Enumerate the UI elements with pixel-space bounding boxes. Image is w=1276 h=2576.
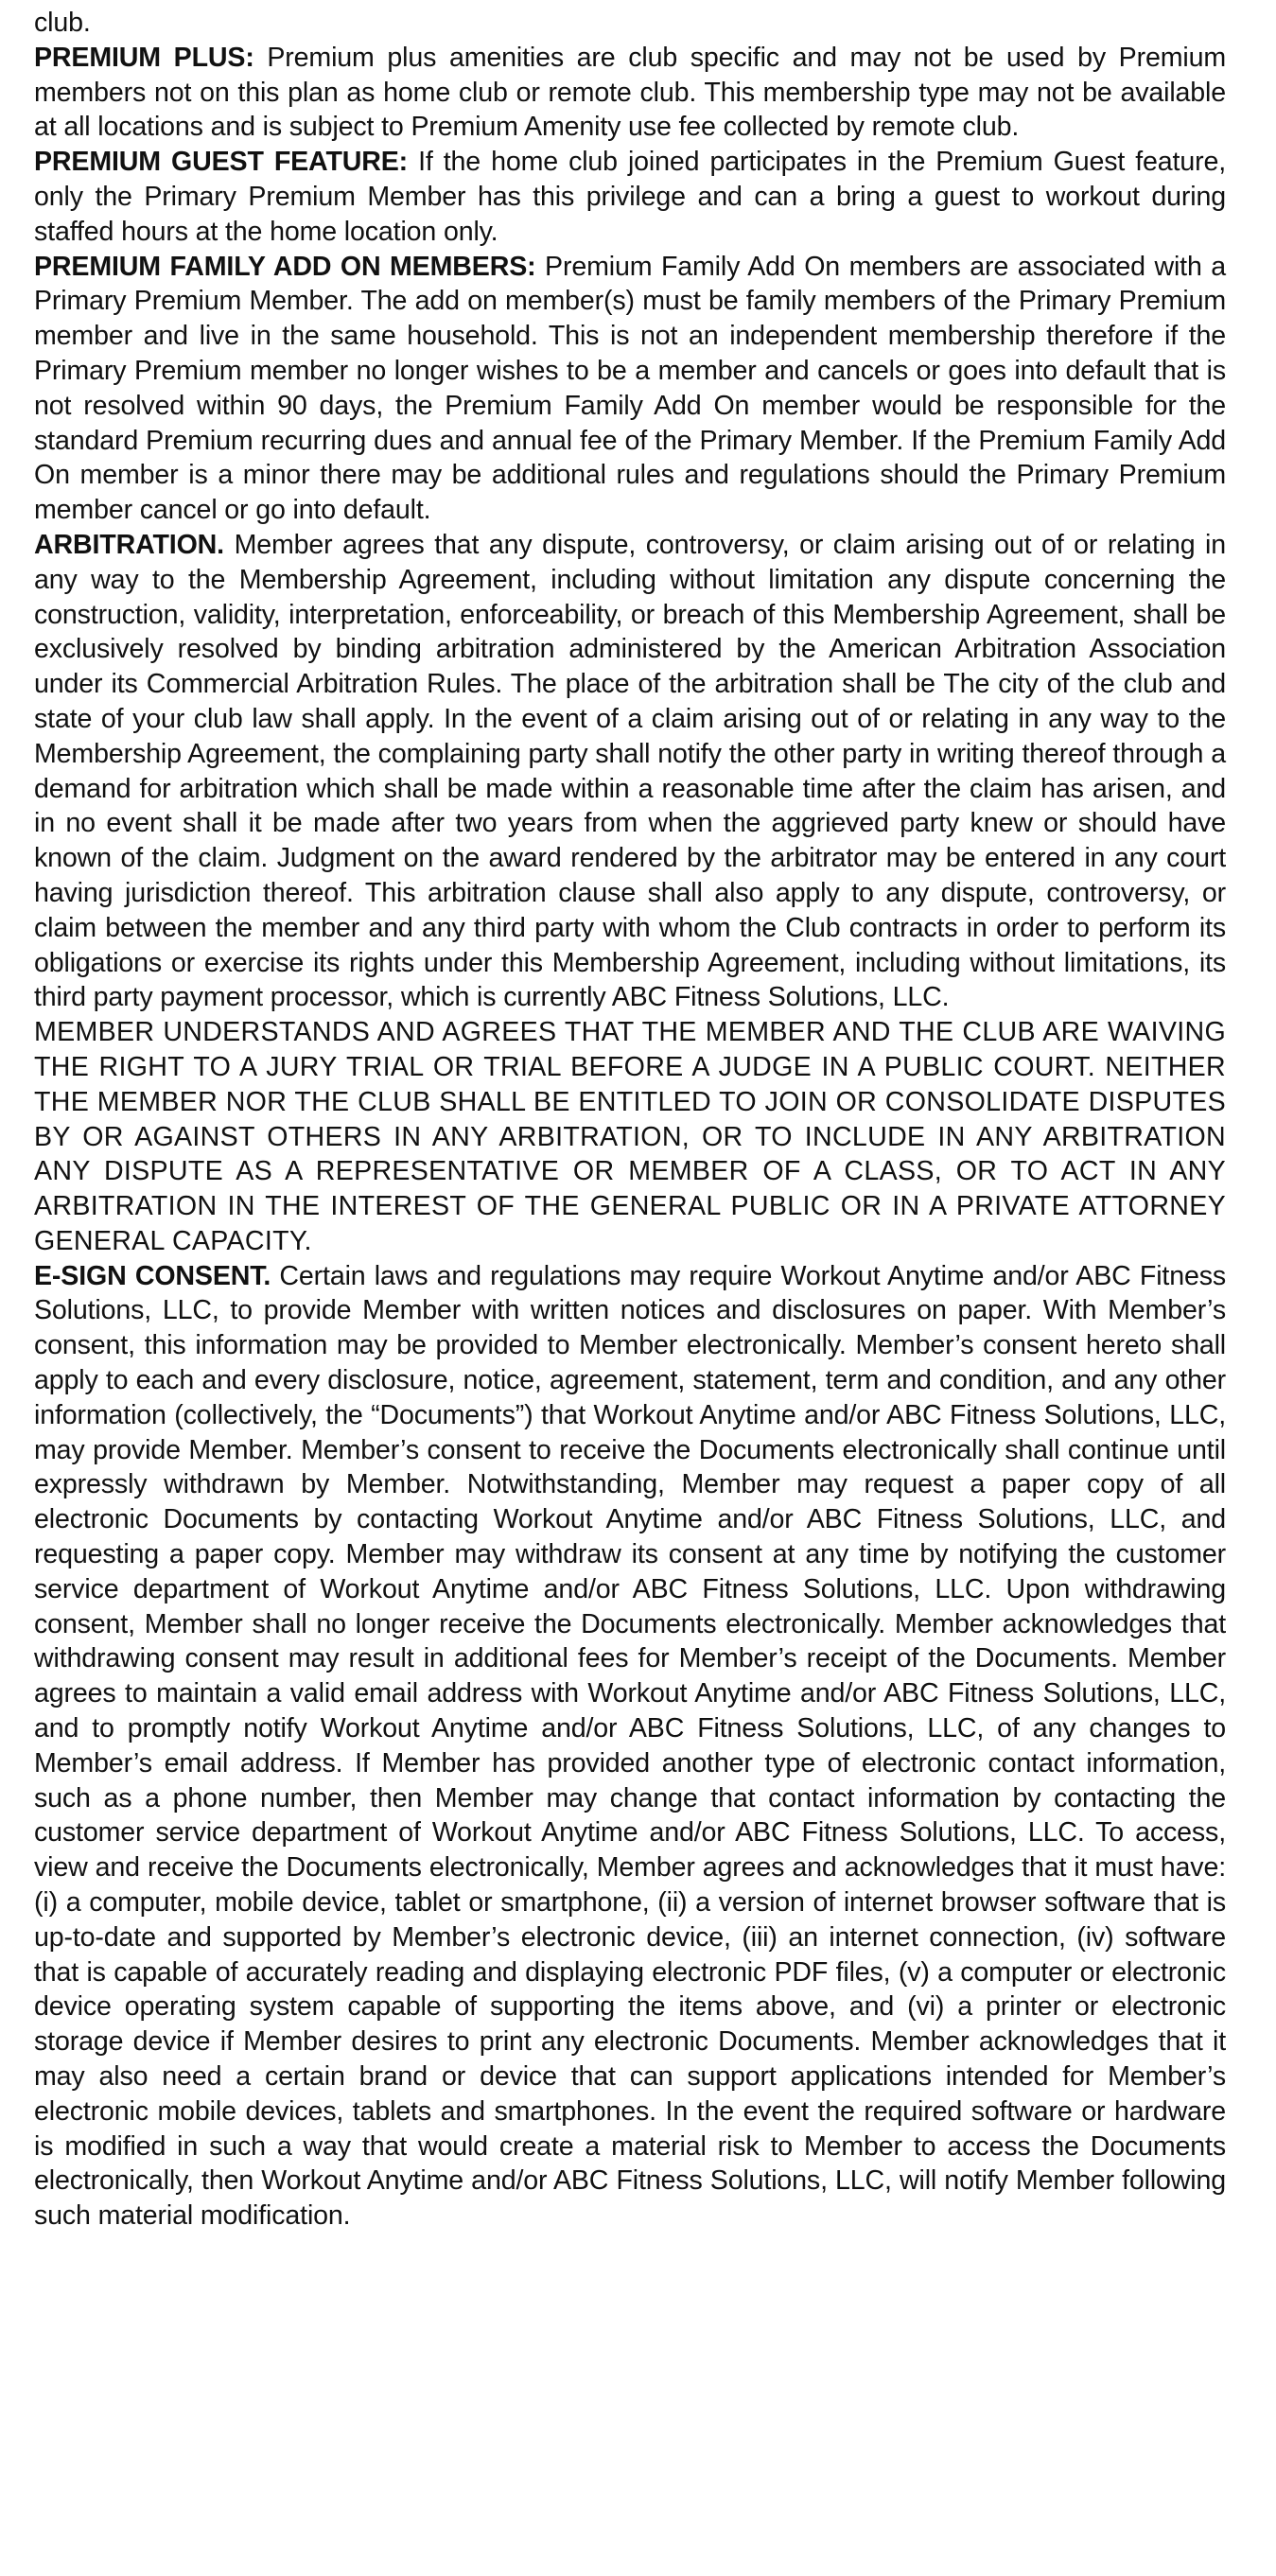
section-heading: PREMIUM PLUS: (34, 42, 254, 73)
section-body: If the home club joined participates in the Premium Guest feature, only the Primary Premium Member has this privilege and can a bring a guest to workout during staffed hours at the home location only. (34, 147, 1227, 247)
section-premium-plus (34, 41, 1226, 145)
section-heading: PREMIUM GUEST FEATURE: (34, 147, 409, 178)
section-heading: ARBITRATION. (34, 529, 224, 560)
section-premium-guest-feature (34, 145, 1226, 249)
section-jury-waiver (34, 1015, 1226, 1259)
section-heading: E-SIGN CONSENT. (34, 1260, 271, 1291)
section-body: MEMBER UNDERSTANDS AND AGREES THAT THE MEMBER AND THE CLUB ARE WAIVING THE RIGHT TO A JURY TRIAL OR TRIAL BEFORE A JUDGE IN A PUBLIC COURT. NEITHER THE MEMBER NOR THE CLUB SHALL BE ENTITLED TO JOIN OR CONSOLIDATE DISPUTES BY OR AGAINST OTHERS IN ANY ARBITRATION, OR TO INCLUDE IN ANY ARBITRATION ANY DISPUTE AS A REPRESENTATIVE OR MEMBER OF A CLASS, OR TO ACT IN ANY ARBITRATION IN THE INTEREST OF THE GENERAL PUBLIC OR IN A PRIVATE ATTORNEY GENERAL CAPACITY. (34, 1017, 1226, 1256)
document-page (34, 6, 1226, 2234)
section-arbitration (34, 528, 1226, 1015)
continuation-fragment: club. (34, 8, 91, 38)
section-body: Premium plus amenities are club specific and may not be used by Premium members not on this plan as home club or remote club. This membership type may not be available at all locations and is subject to Premium Amenity use fee collected by remote club. (34, 42, 1226, 143)
section-body: Member agrees that any dispute, controversy, or claim arising out of or relating in any way to the Membership Agreement, including without limitation any dispute concerning the construction, validity, interpretation, enforceability, or breach of this Membership Agreement, shall be exclusively resolved by binding arbitration administered by the American Arbitration Association under its Commercial Arbitration Rules. The place of the arbitration shall be The city of the club and state of your club law shall apply. In the event of a claim arising out of or relating in any way to the Membership Agreement, the complaining party shall notify the other party in writing thereof through a demand for arbitration which shall be made within a reasonable time after the claim has arisen, and in no event shall it be made after two years from when the aggrieved party knew or should have known of the claim. Judgment on the award rendered by the arbitrator may be entered in any court having jurisdiction thereof. This arbitration clause shall also apply to any dispute, controversy, or claim between the member and any third party with whom the Club contracts in order to perform its obligations or exercise its rights under this Membership Agreement, including without limitations, its third party payment processor, which is currently ABC Fitness Solutions, LLC. (34, 529, 1226, 1013)
section-body: Certain laws and regulations may require Workout Anytime and/or ABC Fitness Solutions, LLC, to provide Member with written notices and disclosures on paper. With Member’s consent, this information may be provided to Member electronically. Member’s consent hereto shall apply to each and every disclosure, notice, agreement, statement, term and condition, and any other information (collectively, the “Documents”) that Workout Anytime and/or ABC Fitness Solutions, LLC, may provide Member. Member’s consent to receive the Documents electronically shall continue until expressly withdrawn by Member. Notwithstanding, Member may request a paper copy of all electronic Documents by contacting Workout Anytime and/or ABC Fitness Solutions, LLC, and requesting a paper copy. Member may withdraw its consent at any time by notifying the customer service department of Workout Anytime and/or ABC Fitness Solutions, LLC. Upon withdrawing consent, Member shall no longer receive the Documents electronically. Member acknowledges that withdrawing consent may result in additional fees for Member’s receipt of the Documents. Member agrees to maintain a valid email address with Workout Anytime and/or ABC Fitness Solutions, LLC, and to promptly notify Workout Anytime and/or ABC Fitness Solutions, LLC, of any changes to Member’s email address. If Member has provided another type of electronic contact information, such as a phone number, then Member may change that contact information by contacting the customer service department of Workout Anytime and/or ABC Fitness Solutions, LLC. To access, view and receive the Documents electronically, Member agrees and acknowledges that it must have: (i) a computer, mobile device, tablet or smartphone, (ii) a version of internet browser software that is up-to-date and supported by Member’s electronic device, (iii) an internet connection, (iv) software that is capable of accurately reading and displaying electronic PDF files, (v) a computer or electronic device operating system capable of supporting the items above, and (vi) a printer or electronic storage device if Member desires to print any electronic Documents. Member acknowledges that it may also need a certain brand or device that can support applications intended for Member’s electronic mobile devices, tablets and smartphones. In the event the required software or hardware is modified in such a way that would create a material risk to Member to access the Documents electronically, then Workout Anytime and/or ABC Fitness Solutions, LLC, will notify Member following such material modification. (34, 1260, 1226, 2232)
section-e-sign-consent (34, 1259, 1226, 2234)
section-body: Premium Family Add On members are associated with a Primary Premium Member. The add on member(s) must be family members of the Primary Premium member and live in the same household. This is not an independent membership therefore if the Primary Premium member no longer wishes to be a member and cancels or goes into default that is not resolved within 90 days, the Premium Family Add On member would be responsible for the standard Premium recurring dues and annual fee of the Primary Member. If the Premium Family Add On member is a minor there may be additional rules and regulations should the Primary Premium member cancel or go into default. (34, 251, 1226, 526)
section-heading: PREMIUM FAMILY ADD ON MEMBERS: (34, 251, 536, 282)
section-premium-family-add-on (34, 250, 1226, 528)
